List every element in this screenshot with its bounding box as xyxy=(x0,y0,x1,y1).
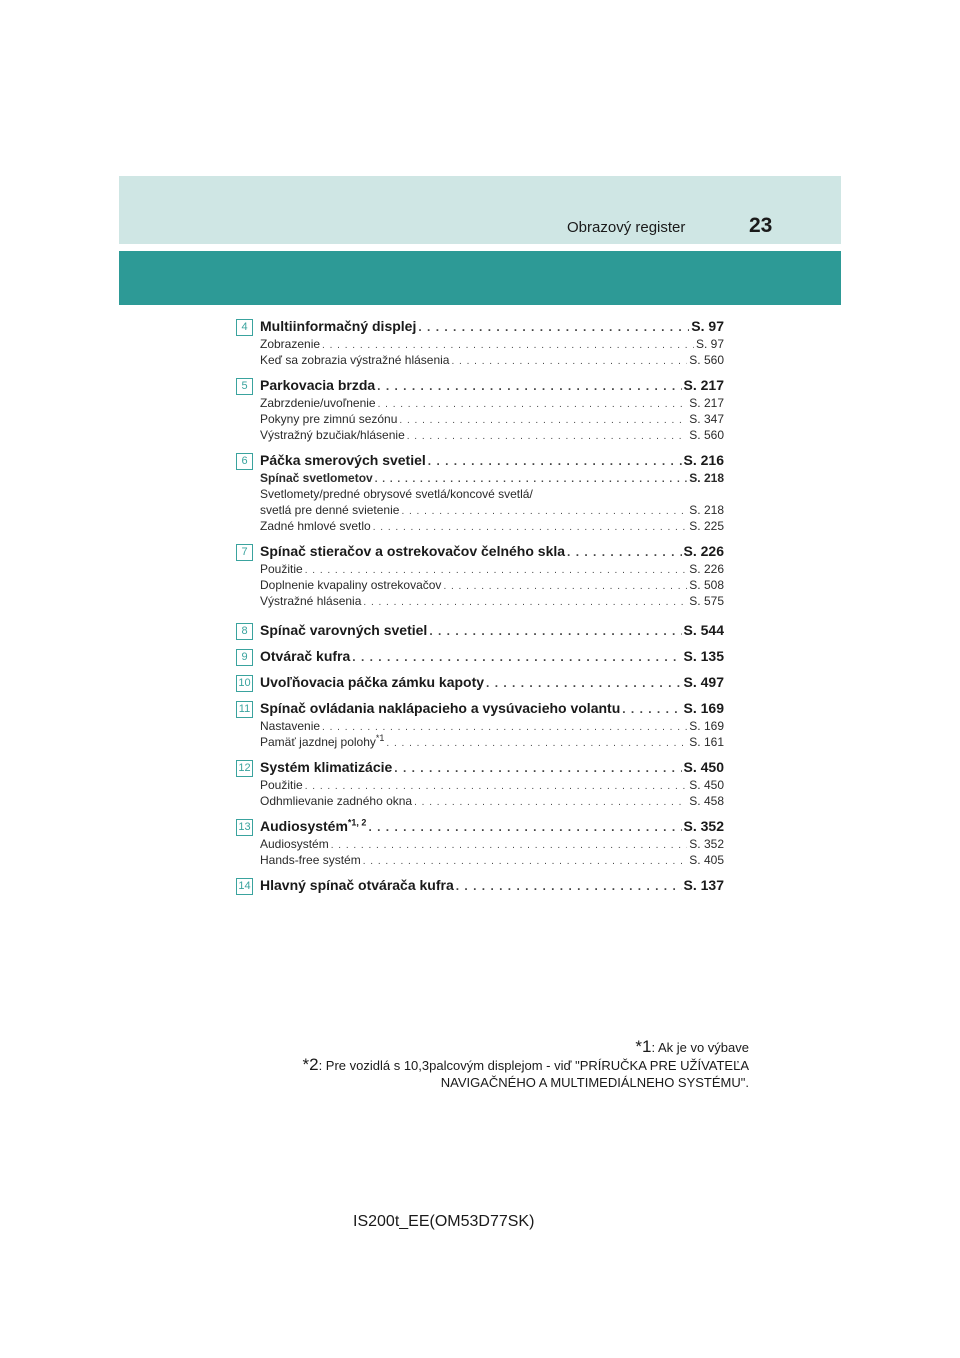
index-subentry[interactable]: Pamäť jazdnej polohy$^{*1}$ . . . S. 161 xyxy=(260,734,724,750)
section-number-badge: 8 xyxy=(236,623,253,640)
index-section-8 xyxy=(236,620,724,640)
index-section-14 xyxy=(236,875,724,895)
index-section-10 xyxy=(236,672,724,692)
index-subentry[interactable]: Zobrazenie . . . S. 97 xyxy=(260,336,724,352)
index-entry[interactable]: Spínač ovládania naklápacieho a vysúvacieho volantu . . . S. 169 xyxy=(260,698,724,718)
header-title: Obrazový register xyxy=(567,219,686,236)
index-list xyxy=(236,316,724,895)
page-number: 23 xyxy=(749,214,773,237)
index-entry[interactable]: Páčka smerových svetiel . . . S. 216 xyxy=(260,450,724,470)
index-subentry[interactable]: Audiosystém . . . S. 352 xyxy=(260,836,724,852)
index-subentry[interactable]: Nastavenie . . . S. 169 xyxy=(260,718,724,734)
index-entry[interactable]: Uvoľňovacia páčka zámku kapoty . . . S. 497 xyxy=(260,672,724,692)
index-subentry[interactable]: Doplnenie kvapaliny ostrekovačov . . . S. 508 xyxy=(260,577,724,593)
section-number-badge: 12 xyxy=(236,760,253,777)
index-subentry[interactable]: svetlá pre denné svietenie . . . S. 218 xyxy=(260,502,724,518)
index-section-9 xyxy=(236,646,724,666)
section-number-badge: 7 xyxy=(236,544,253,561)
index-section-5 xyxy=(236,375,724,443)
section-number-badge: 6 xyxy=(236,453,253,470)
footnote-marker: *1, 2 xyxy=(347,817,367,828)
footnote-2: *2: Pre vozidlá s 10,3palcovým displejom - viď "PRÍRUČKA PRE UŽÍVATEĽA xyxy=(302,1055,749,1074)
index-section-7 xyxy=(236,541,724,609)
index-entry[interactable]: Multiinformačný displej . . . S. 97 xyxy=(260,316,724,336)
header-band xyxy=(119,176,841,244)
index-subentry[interactable]: Hands-free systém . . . S. 405 xyxy=(260,852,724,868)
index-subentry[interactable]: Zabrzdenie/uvoľnenie . . . S. 217 xyxy=(260,395,724,411)
index-subentry[interactable]: Pokyny pre zimnú sezónu . . . S. 347 xyxy=(260,411,724,427)
footnotes xyxy=(229,1038,749,1091)
index-subentry[interactable]: Zadné hmlové svetlo . . . S. 225 xyxy=(260,518,724,534)
index-section-6 xyxy=(236,450,724,534)
index-entry[interactable]: Systém klimatizácie . . . S. 450 xyxy=(260,757,724,777)
section-number-badge: 9 xyxy=(236,649,253,666)
index-entry[interactable]: Hlavný spínač otvárača kufra . . . S. 137 xyxy=(260,875,724,895)
index-entry[interactable]: Parkovacia brzda . . . S. 217 xyxy=(260,375,724,395)
footnote-marker: *1 xyxy=(375,733,385,743)
section-number-badge: 14 xyxy=(236,878,253,895)
index-subentry[interactable]: Odhmlievanie zadného okna . . . S. 458 xyxy=(260,793,724,809)
index-subentry[interactable]: Spínač svetlometov . . . S. 218 xyxy=(260,470,724,486)
index-section-11 xyxy=(236,698,724,750)
index-entry[interactable]: Otvárač kufra . . . S. 135 xyxy=(260,646,724,666)
index-entry[interactable]: Spínač stieračov a ostrekovačov čelného skla . . . S. 226 xyxy=(260,541,724,561)
index-subentry[interactable]: Použitie . . . S. 450 xyxy=(260,777,724,793)
header-accent-bar xyxy=(119,251,841,305)
index-subentry[interactable]: Použitie . . . S. 226 xyxy=(260,561,724,577)
section-number-badge: 10 xyxy=(236,675,253,692)
section-number-badge: 13 xyxy=(236,819,253,836)
index-subentry-text: Svetlomety/predné obrysové svetlá/koncové svetlá/ xyxy=(260,487,533,501)
index-section-4 xyxy=(236,316,724,368)
section-number-badge: 11 xyxy=(236,701,253,718)
footnote-1: *1: Ak je vo výbave xyxy=(635,1037,749,1056)
index-section-12 xyxy=(236,757,724,809)
index-entry[interactable]: Audiosystém$^{*1, 2}$ . . . S. 352 xyxy=(260,816,724,836)
index-section-13 xyxy=(236,816,724,868)
index-subentry[interactable]: Keď sa zobrazia výstražné hlásenia . . . S. 560 xyxy=(260,352,724,368)
index-entry[interactable]: Spínač varovných svetiel . . . S. 544 xyxy=(260,620,724,640)
section-number-badge: 5 xyxy=(236,378,253,395)
footnote-2-cont: NAVIGAČNÉHO A MULTIMEDIÁLNEHO SYSTÉMU". xyxy=(440,1075,749,1090)
document-code: IS200t_EE(OM53D77SK) xyxy=(353,1213,535,1230)
index-subentry[interactable]: Výstražný bzučiak/hlásenie . . . S. 560 xyxy=(260,427,724,443)
index-subentry[interactable]: Výstražné hlásenia . . . S. 575 xyxy=(260,593,724,609)
section-number-badge: 4 xyxy=(236,319,253,336)
